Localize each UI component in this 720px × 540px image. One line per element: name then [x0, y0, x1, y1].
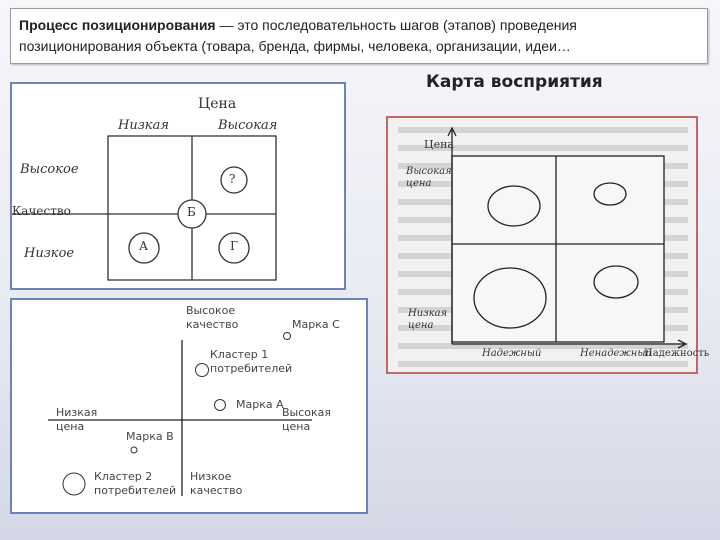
axis-price-label: Цена — [198, 96, 237, 112]
scan-price-label: Цена — [424, 138, 454, 151]
scan-high-price-label: Высокая цена — [406, 166, 452, 189]
title-bold: Процесс позиционирования — [19, 17, 216, 33]
cluster2-label: Кластер 2 потребителей — [94, 470, 177, 497]
price-low-label: Низкая — [118, 118, 169, 133]
high-price-label: Высокая цена — [282, 406, 332, 433]
axis-quality-label: Качество — [12, 204, 71, 218]
brand-cluster-map — [10, 298, 368, 514]
scan-unreliable-label: Ненадежный — [580, 348, 652, 359]
label-b: Б — [187, 205, 196, 219]
title-box — [10, 8, 708, 64]
label-question: ? — [229, 172, 236, 186]
brand-c-label: Марка С — [292, 318, 340, 331]
price-quality-matrix — [10, 82, 346, 290]
label-g: Г — [230, 239, 238, 253]
brand-b-marker — [131, 447, 137, 453]
low-price-label: Низкая цена — [56, 406, 98, 433]
high-quality-label: Высокое качество — [186, 304, 239, 331]
scan-low-price-label: Низкая цена — [408, 308, 448, 331]
cluster2-marker — [63, 473, 85, 495]
scan-background — [388, 118, 700, 376]
brand-a-marker — [215, 400, 226, 411]
price-reliability-map — [386, 116, 710, 374]
quality-low-label: Низкое — [24, 246, 75, 261]
scan-reliability-axis-label: Надежность — [644, 348, 710, 359]
scan-reliable-label: Надежный — [482, 348, 542, 359]
low-quality-label: Низкое качество — [190, 470, 243, 497]
label-a: А — [139, 239, 149, 253]
title-rest: — это последовательность шагов (этапов) проведения позиционирования объекта (товара, бренда, фирмы, человека, организации, идеи… — [19, 17, 577, 54]
brand-a-label: Марка А — [236, 398, 284, 411]
perception-map-heading: Карта восприятия — [426, 72, 603, 92]
price-high-label: Высокая — [218, 118, 278, 133]
brand-b-label: Марка В — [126, 430, 174, 443]
cluster1-marker — [196, 364, 209, 377]
brand-c-marker — [284, 333, 291, 340]
quality-high-label: Высокое — [20, 162, 79, 177]
cluster1-label: Кластер 1 потребителей — [210, 348, 293, 375]
